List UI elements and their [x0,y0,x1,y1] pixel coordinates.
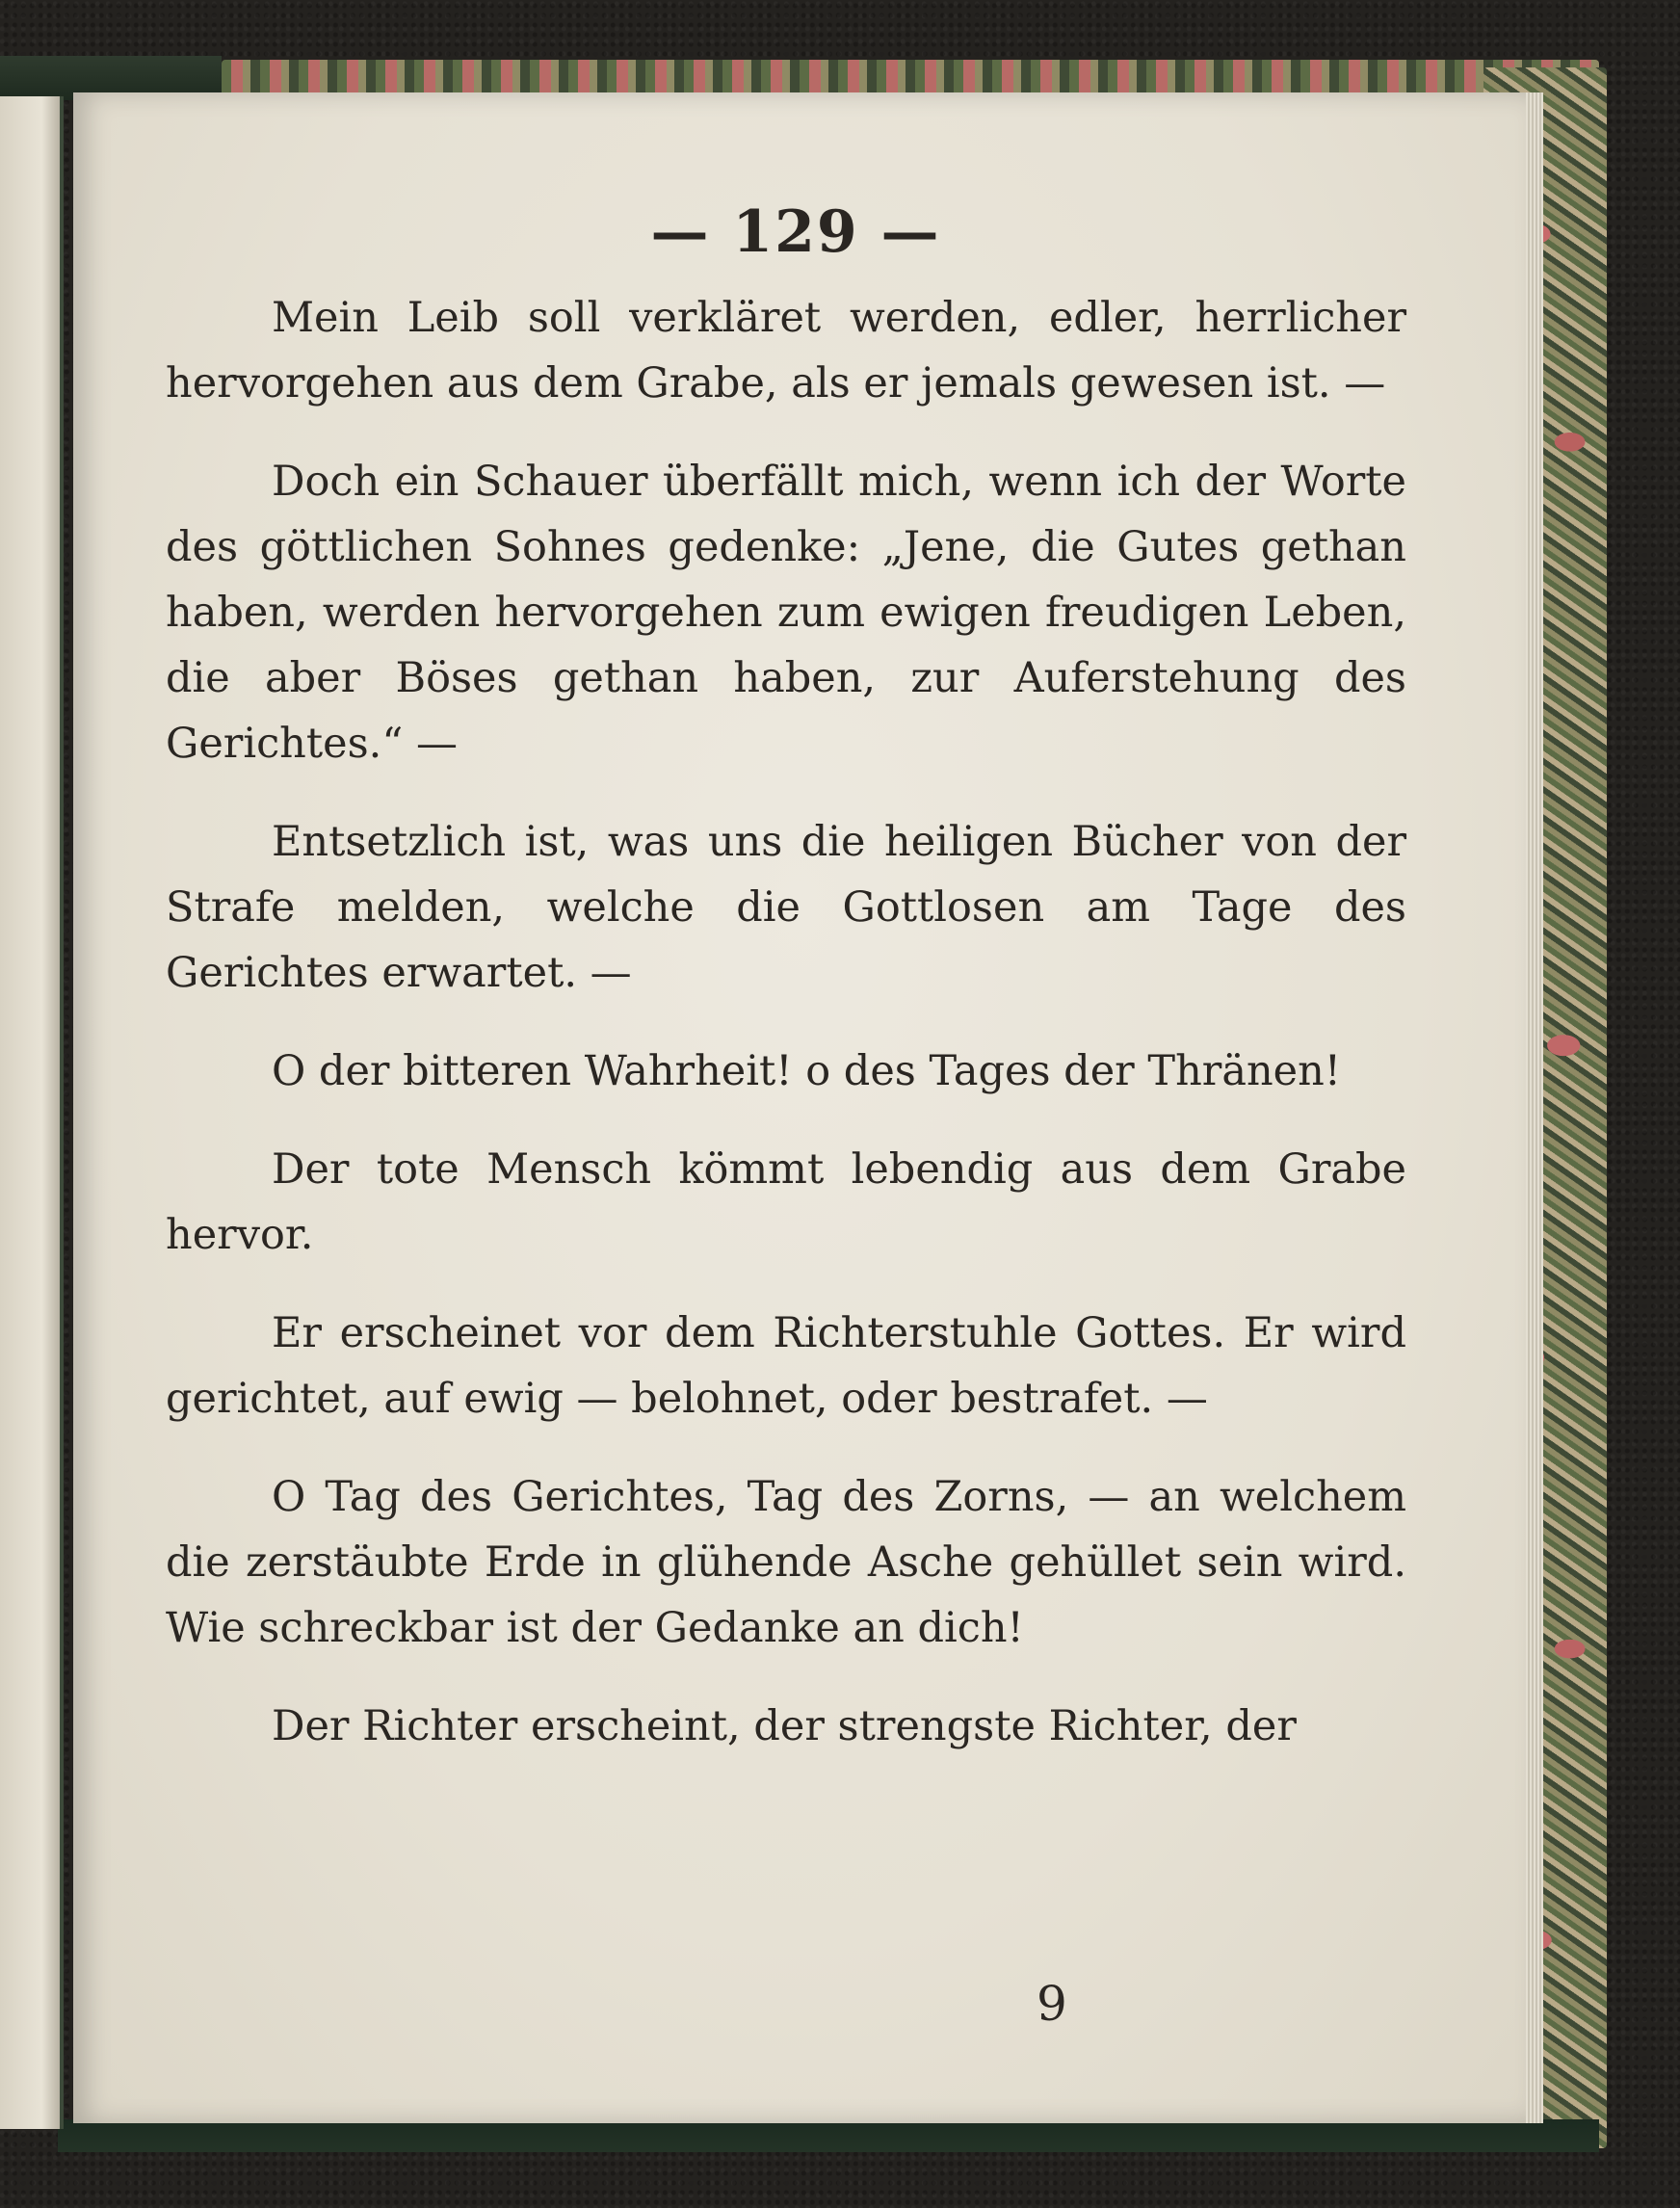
facing-page-edge [0,96,64,2129]
paragraph: Der Richter erscheint, der strengste Richter, der [272,1702,1297,1750]
binding-cloth-bottom [58,2119,1599,2152]
paragraph: Er erscheinet vor dem Richterstuhle Gottes. Er wird gerichtet, auf ewig — belohnet, oder bestrafet. — [166,1309,1406,1423]
paragraph: Doch ein Schauer überfällt mich, wenn ich der Worte des göttlichen Sohnes gedenke: „Jene, die Gutes gethan haben, werden hervorgehen zum ewigen freudigen Leben, die aber Böses gethan haben, zur Auferstehung des Gerichtes.“ — [166,458,1406,768]
page-number-header: — 129 — [650,198,941,266]
book-page [73,92,1526,2123]
page-text [166,198,1406,1792]
signature-mark: 9 [1037,1976,1067,2032]
paragraph: Der tote Mensch kömmt lebendig aus dem Grabe hervor. [166,1145,1406,1259]
paragraph: Mein Leib soll verkläret werden, edler, herrlicher hervorgehen aus dem Grabe, als er jemals gewesen ist. — [166,294,1406,407]
paragraph: O Tag des Gerichtes, Tag des Zorns, — an welchem die zerstäubte Erde in glühende Asche gehüllet sein wird. Wie schreckbar ist der Gedanke an dich! [166,1473,1406,1652]
paragraph: O der bitteren Wahrheit! o des Tages der Thränen! [272,1047,1342,1095]
paragraph: Entsetzlich ist, was uns die heiligen Bücher von der Strafe melden, welche die Gottlosen am Tage des Gerichtes erwartet. — [166,818,1406,997]
